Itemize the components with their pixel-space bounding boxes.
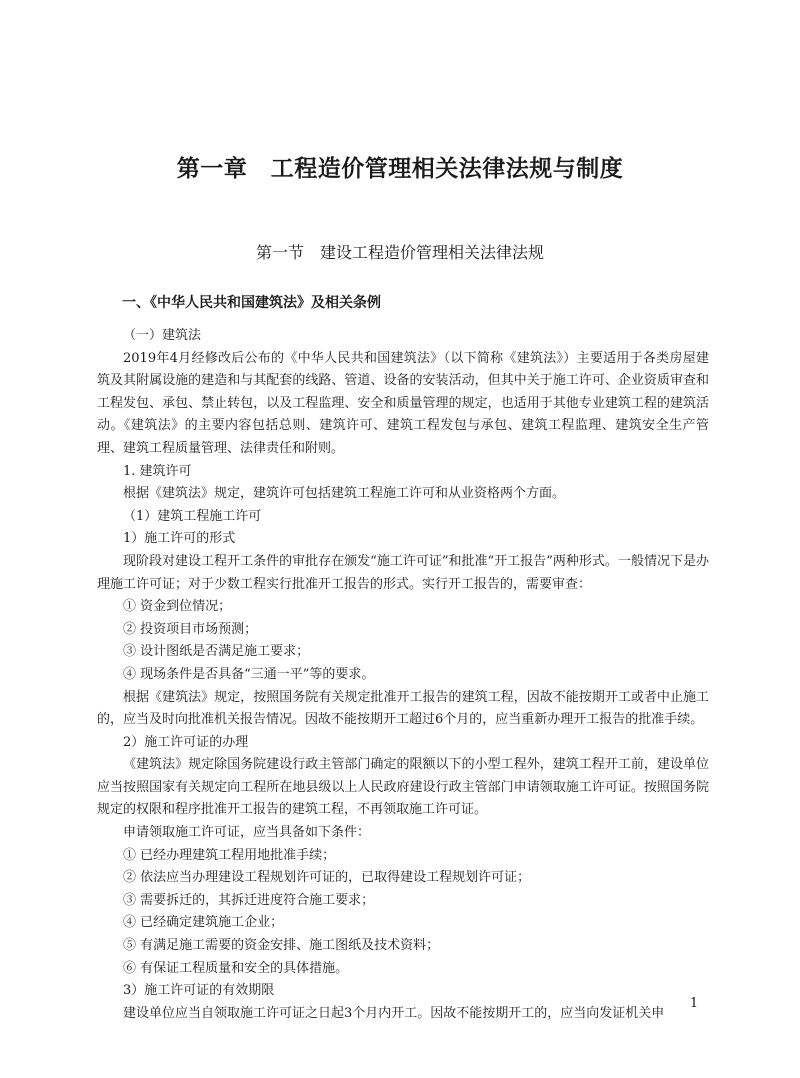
list-item: ③ 设计图纸是否满足施工要求； bbox=[123, 644, 310, 660]
paragraph: 根据《建筑法》规定，建筑许可包括建筑工程施工许可和从业资格两个方面。 bbox=[123, 486, 566, 502]
body-text bbox=[97, 325, 709, 1025]
list-item: ② 投资项目市场预测； bbox=[123, 621, 258, 637]
subheading: 1）施工许可的形式 bbox=[123, 531, 236, 547]
paragraph: 建设单位应当自领取施工许可证之日起3个月内开工。因故不能按期开工的，应当向发证机关申 bbox=[123, 1005, 665, 1021]
list-item: ④ 现场条件是否具备“三通一平”等的要求。 bbox=[123, 666, 375, 682]
heading-level-1: 一、《中华人民共和国建筑法》及相关条例 bbox=[122, 295, 381, 311]
subheading: 1. 建筑许可 bbox=[123, 463, 192, 479]
subheading: 2）施工许可证的办理 bbox=[123, 734, 249, 750]
subheading: 3）施工许可证的有效期限 bbox=[123, 983, 275, 999]
subheading: （一）建筑法 bbox=[123, 328, 202, 343]
paragraph: 现阶段对建设工程开工条件的审批存在颁发“施工许可证”和批准“开工报告”两种形式。一般情况下是办理施工许可证；对于少数工程实行批准开工报告的形式。实行开工报告的，需要审查： bbox=[97, 553, 709, 592]
paragraph: 根据《建筑法》规定，按照国务院有关规定批准开工报告的建筑工程，因故不能按期开工或者中止施工的，应当及时向批准机关报告情况。因故不能按期开工超过6个月的，应当重新办理开工报告的批准手续。 bbox=[97, 689, 709, 728]
list-item: ① 资金到位情况； bbox=[123, 599, 232, 615]
paragraph: 申请领取施工许可证，应当具备如下条件： bbox=[123, 825, 371, 841]
list-item: ② 依法应当办理建设工程规划许可证的，已取得建设工程规划许可证； bbox=[123, 870, 531, 886]
subheading: （1）建筑工程施工许可 bbox=[123, 508, 262, 524]
list-item: ⑥ 有保证工程质量和安全的具体措施。 bbox=[123, 960, 349, 976]
list-item: ④ 已经确定建筑施工企业； bbox=[123, 915, 284, 931]
chapter-title: 第一章 工程造价管理相关法律法规与制度 bbox=[176, 156, 624, 182]
list-item: ① 已经办理建筑工程用地批准手续； bbox=[123, 847, 336, 863]
list-item: ⑤ 有满足施工需要的资金安排、施工图纸及技术资料； bbox=[123, 938, 440, 954]
list-item: ③ 需要拆迁的，其拆迁进度符合施工要求； bbox=[123, 892, 375, 908]
page-number: 1 bbox=[689, 996, 699, 1011]
paragraph: 2019年4月经修改后公布的《中华人民共和国建筑法》（以下简称《建筑法》）主要适用于各类房屋建筑及其附属设施的建造和与其配套的线路、管道、设备的安装活动，但其中关于施工许可、企业资质审查和工程发包、承包、禁止转包，以及工程监理、安全和质量管理的规定，也适用于其他专业建筑工程的建筑活动。《建筑法》的主要内容包括总则、建筑许可、建筑工程发包与承包、建筑工程监理、建筑安全生产管理、建筑工程质量管理、法律责任和附则。 bbox=[97, 350, 709, 456]
paragraph: 《建筑法》规定除国务院建设行政主管部门确定的限额以下的小型工程外，建筑工程开工前，建设单位应当按照国家有关规定向工程所在地县级以上人民政府建设行政主管部门申请领取施工许可证。按照国务院规定的权限和程序批准开工报告的建筑工程，不再领取施工许可证。 bbox=[97, 757, 709, 818]
section-title: 第一节 建设工程造价管理相关法律法规 bbox=[255, 243, 544, 262]
